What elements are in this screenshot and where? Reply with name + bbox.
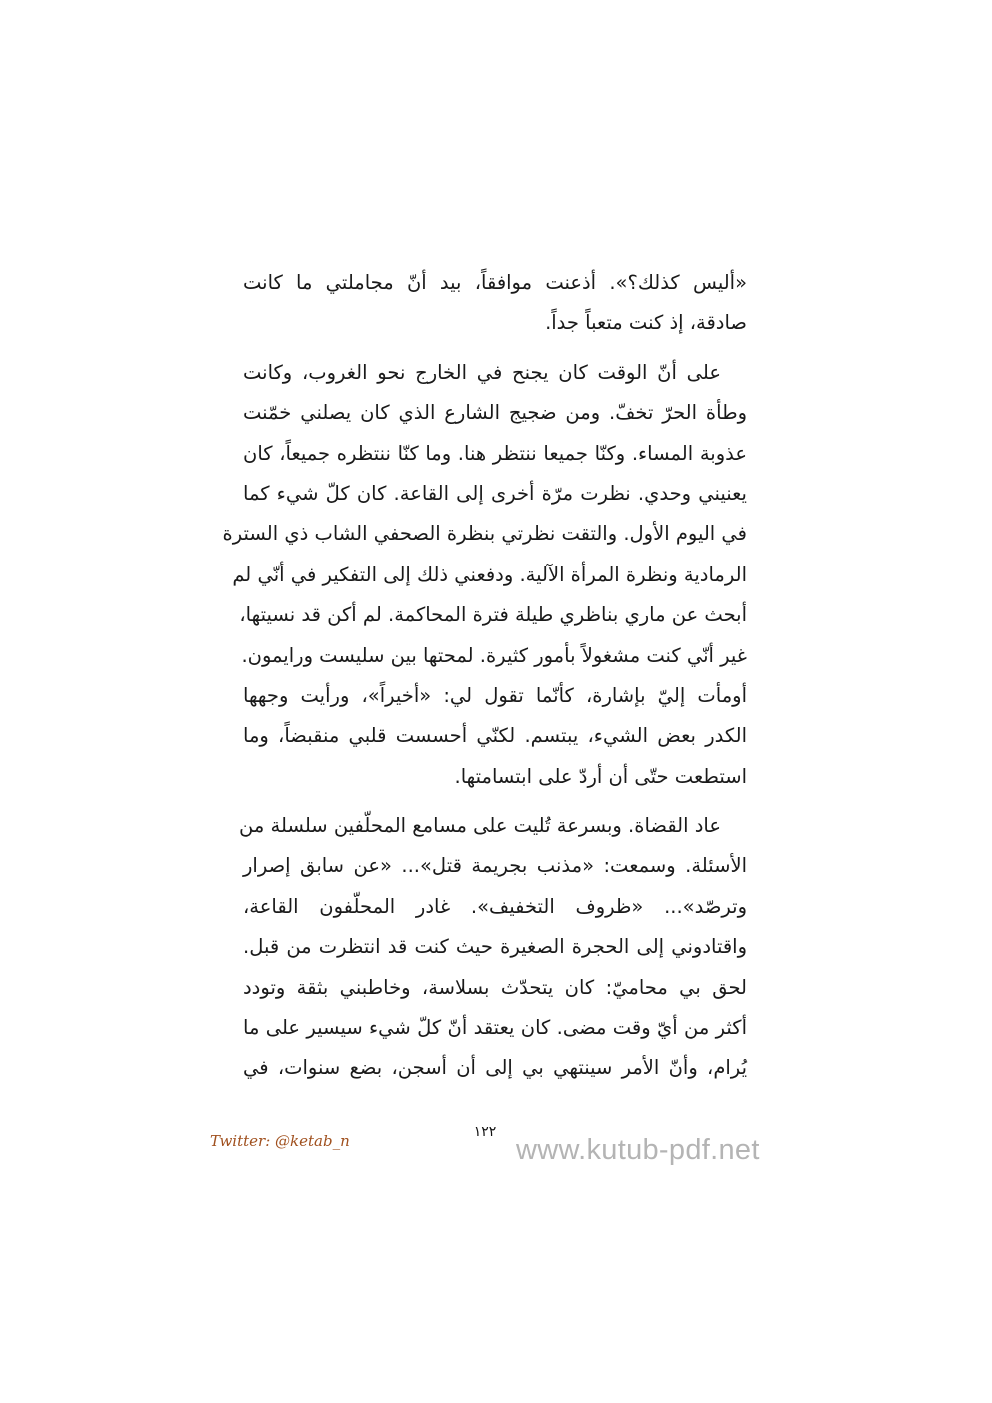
text-line: غير أنّي كنت مشغولاً بأمور كثيرة. لمحتها بين سليست ورايمون. [241, 643, 747, 667]
paragraph [222, 353, 747, 797]
text-line: على أنّ الوقت كان يجنح في الخارج نحو الغروب، وكانت [243, 360, 721, 384]
paragraph-gap [243, 797, 747, 806]
text-line: في اليوم الأول. والتقت نظرتي بنظرة الصحفي الشاب ذي السترة [222, 522, 747, 546]
paragraph-gap [243, 344, 747, 353]
text-line: أبحث عن ماري بناظري طيلة فترة المحاكمة. لم أكن قد نسيتها، [239, 603, 747, 627]
page-number: ١٢٢ [473, 1124, 497, 1140]
text-line: يعنيني وحدي. نظرت مرّة أخرى إلى القاعة. كان كلّ شيء كما [243, 481, 747, 505]
text-line: الكدر بعض الشيء، يبتسم. لكنّي أحسست قلبي منقبضاً، وما [243, 724, 747, 748]
text-line: أومأت إليّ بإشارة، كأنّما تقول لي: «أخيراً»، ورأيت وجهها [243, 683, 747, 707]
text-line: عاد القضاة. وبسرعة تُليت على مسامع المحلّفين سلسلة من [239, 814, 721, 838]
text-line: وترصّد»... «ظروف التخفيف». غادر المحلّفون القاعة، [243, 894, 747, 918]
text-line: الأسئلة. وسمعت: «مذنب بجريمة قتل»... «عن سابق إصرار [243, 854, 747, 878]
paragraph [239, 806, 747, 1089]
watermark: www.kutub-pdf.net [516, 1134, 760, 1166]
text-line: عذوبة المساء. وكنّا جميعا ننتظر هنا. وما كنّا ننتظره جميعاً، كان [243, 441, 747, 465]
text-line: يُرام، وأنّ الأمر سينتهي بي إلى أن أسجن، بضع سنوات، في [243, 1056, 747, 1080]
text-line: واقتادوني إلى الحجرة الصغيرة حيث كنت قد انتظرت من قبل. [243, 935, 747, 959]
text-line: استطعت حتّى أن أردّ على ابتسامتها. [454, 764, 747, 788]
paragraph [243, 263, 747, 344]
text-line: الرمادية ونظرة المرأة الآلية. ودفعني ذلك إلى التفكير في أنّي لم [232, 562, 747, 586]
text-line: «أليس كذلك؟». أذعنت موافقاً، بيد أنّ مجاملتي ما كانت [243, 271, 747, 294]
text-line: لحق بي محاميّ: كان يتحدّث بسلاسة، وخاطبني بثقة وتودد [243, 975, 747, 999]
body-text [222, 263, 747, 1089]
text-line: وطأة الحرّ تخفّ. ومن ضجيج الشارع الذي كان يصلني خمّنت [243, 401, 747, 425]
twitter-handle: Twitter: @ketab_n [210, 1132, 350, 1150]
text-line: أكثر من أيّ وقت مضى. كان يعتقد أنّ كلّ شيء سيسير على ما [243, 1016, 747, 1040]
text-line: صادقة، إذ كنت متعباً جداً. [545, 311, 747, 335]
